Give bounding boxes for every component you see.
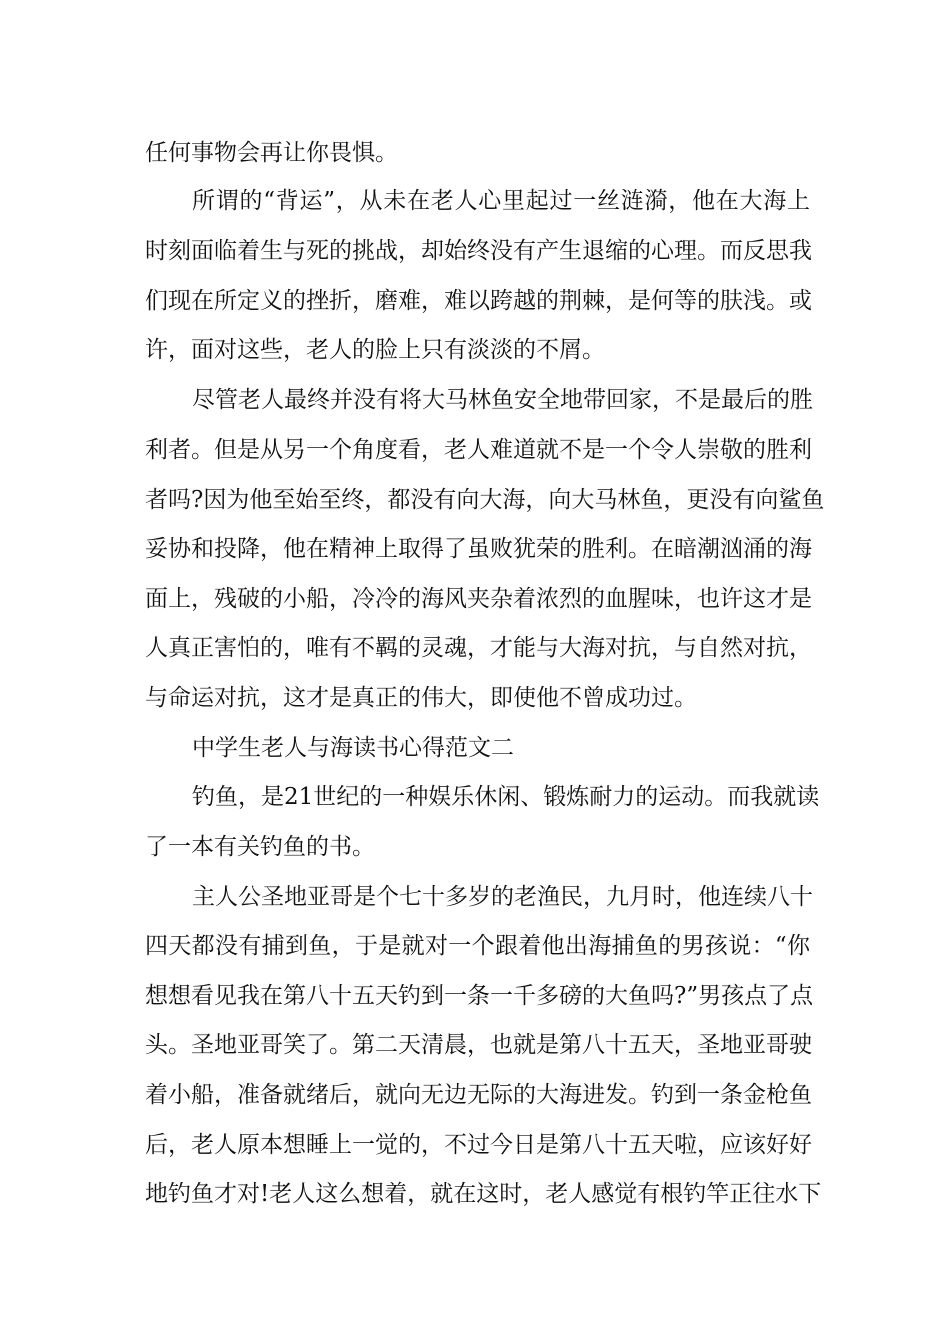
- text-line-8: 者吗?因为他至始至终，都没有向大海，向大马林鱼，更没有向鲨鱼: [145, 487, 825, 513]
- text-line-3: 时刻面临着生与死的挑战，却始终没有产生退缩的心理。而反思我: [145, 238, 812, 264]
- text-line-2: 所谓的“背运”，从未在老人心里起过一丝涟漪，他在大海上: [192, 188, 810, 214]
- text-line-4: 们现在所定义的挫折，磨难，难以跨越的荆棘，是何等的肤浅。或: [145, 288, 812, 314]
- text-line-17: 四天都没有捕到鱼，于是就对一个跟着他出海捕鱼的男孩说：“你: [145, 933, 810, 959]
- text-line-10: 面上，残破的小船，冷冷的海风夹杂着浓烈的血腥味，也许这才是: [145, 586, 812, 612]
- text-line-12: 与命运对抗，这才是真正的伟大，即使他不曾成功过。: [145, 685, 697, 711]
- text-line-16: 主人公圣地亚哥是个七十多岁的老渔民，九月时，他连续八十: [192, 884, 813, 910]
- section-heading: 中学生老人与海读书心得范文二: [192, 735, 514, 761]
- text-line-21: 后，老人原本想睡上一觉的，不过今日是第八十五天啦，应该好好: [145, 1132, 812, 1158]
- text-line-14: 钓鱼，是21世纪的一种娱乐休闲、锻炼耐力的运动。而我就读: [192, 784, 820, 810]
- text-line-11: 人真正害怕的，唯有不羁的灵魂，才能与大海对抗，与自然对抗，: [145, 635, 812, 661]
- text-line-7: 利者。但是从另一个角度看，老人难道就不是一个令人崇敬的胜利: [145, 437, 812, 463]
- text-line-18: 想想看见我在第八十五天钓到一条一千多磅的大鱼吗?”男孩点了点: [145, 983, 814, 1009]
- text-line-5: 许，面对这些，老人的脸上只有淡淡的不屑。: [145, 337, 605, 363]
- text-line-22: 地钓鱼才对!老人这么想着，就在这时，老人感觉有根钓竿正往水下: [145, 1181, 822, 1207]
- text-line-19: 头。圣地亚哥笑了。第二天清晨，也就是第八十五天，圣地亚哥驶: [145, 1032, 812, 1058]
- text-line-20: 着小船，准备就绪后，就向无边无际的大海进发。钓到一条金枪鱼: [145, 1082, 812, 1108]
- text-line-6: 尽管老人最终并没有将大马林鱼安全地带回家，不是最后的胜: [192, 387, 813, 413]
- text-line-15: 了一本有关钓鱼的书。: [145, 834, 375, 860]
- text-line-1: 任何事物会再让你畏惧。: [145, 140, 398, 166]
- text-line-9: 妥协和投降，他在精神上取得了虽败犹荣的胜利。在暗潮汹涌的海: [145, 536, 812, 562]
